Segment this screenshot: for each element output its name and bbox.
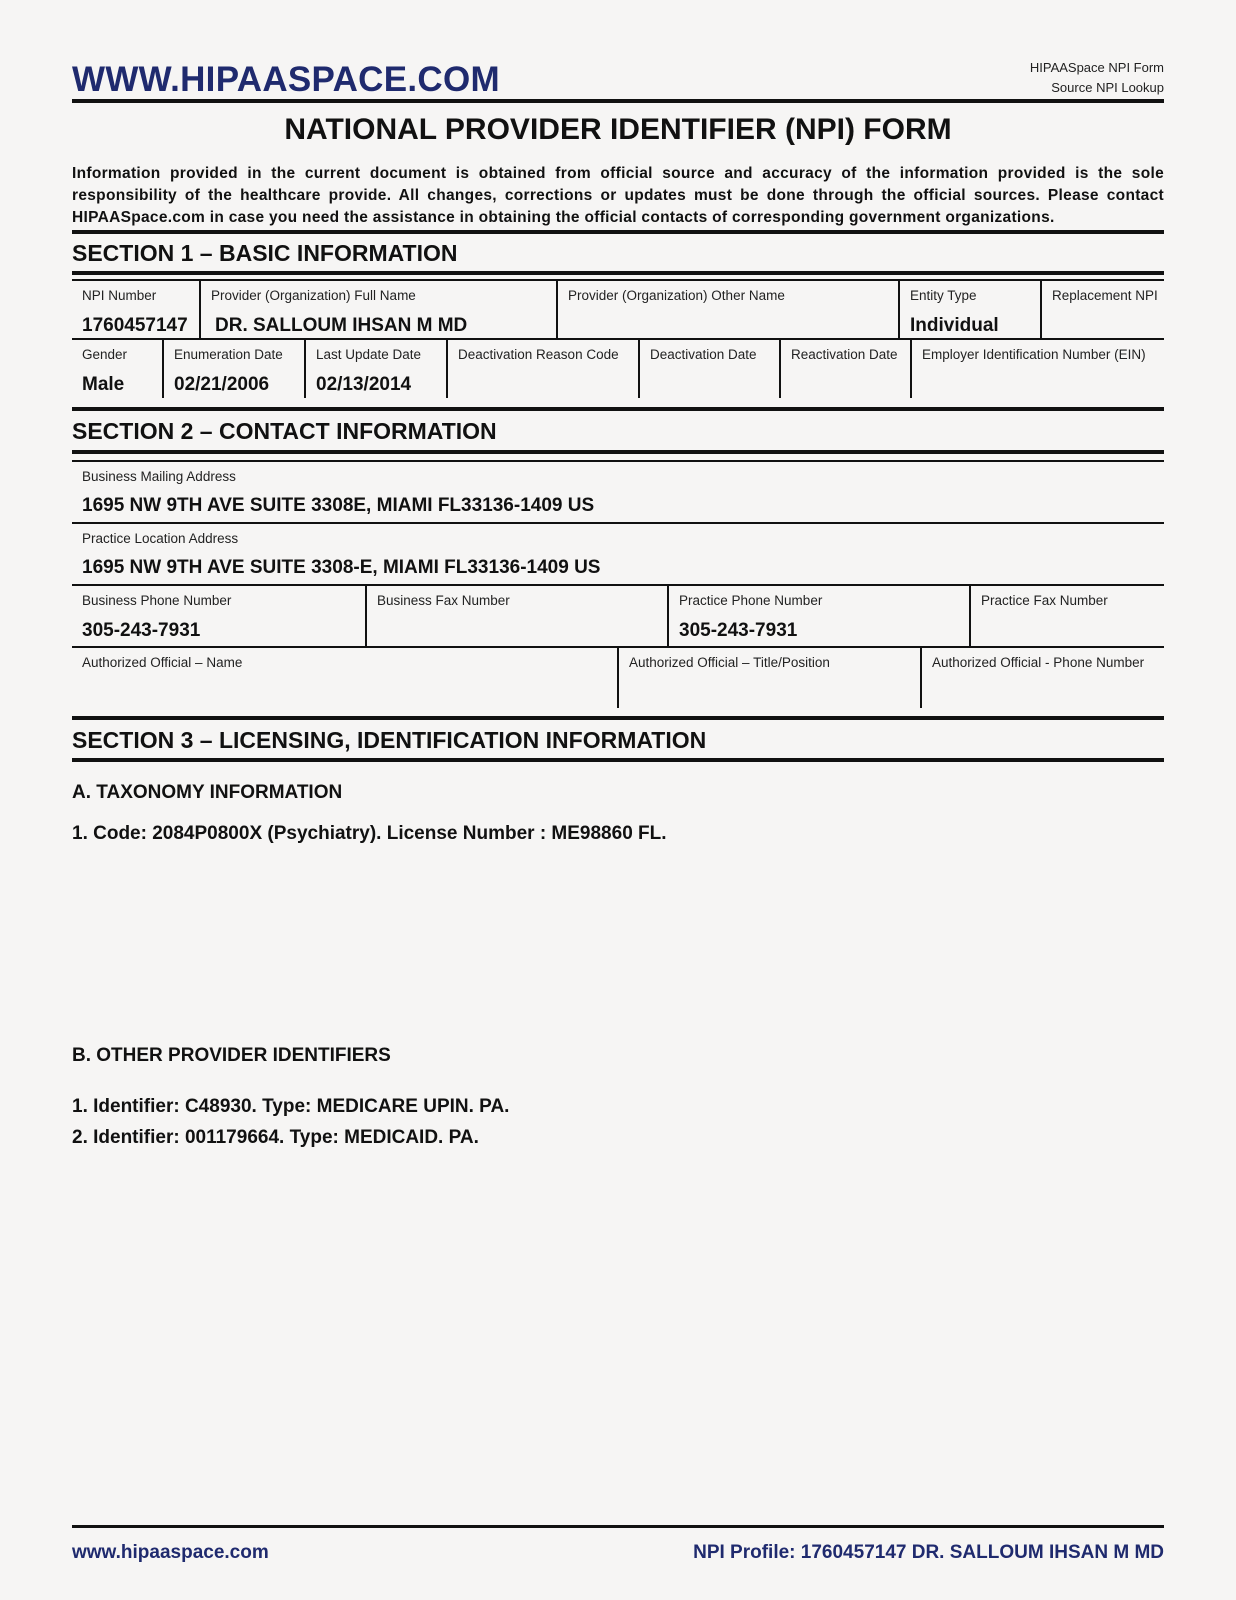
- taxonomy-heading: A. TAXONOMY INFORMATION: [72, 782, 343, 803]
- enumeration-date-label: Enumeration Date: [174, 347, 283, 362]
- npi-number-cell: [72, 281, 200, 338]
- taxonomy-item: 1. Code: 2084P0800X (Psychiatry). License Number : ME98860 FL.: [72, 823, 667, 844]
- last-update-cell: [306, 340, 446, 398]
- practice-phone-cell: [669, 586, 969, 646]
- form-meta-line2: Source NPI Lookup: [1051, 80, 1164, 95]
- replacement-npi-cell: [1042, 281, 1164, 338]
- npi-number-value: 1760457147: [82, 315, 188, 336]
- disclaimer-text: Information provided in the current document is obtained from official source and accuracy of the information provided is the sole responsibility of the healthcare provide. All changes, corrections or updates must be done through the official sources. Please contact HIPAASpace.com in case you need the assistance in obtaining the official contacts of corresponding government organizations.: [72, 165, 1164, 226]
- site-logo-text: WWW.HIPAASPACE.COM: [72, 60, 500, 99]
- mailing-address-value: 1695 NW 9TH AVE SUITE 3308E, MIAMI FL33136-1409 US: [82, 495, 595, 516]
- mailing-address-label: Business Mailing Address: [82, 469, 236, 484]
- practice-address-value: 1695 NW 9TH AVE SUITE 3308-E, MIAMI FL33136-1409 US: [82, 557, 601, 578]
- full-name-cell: [201, 281, 557, 338]
- business-fax-label: Business Fax Number: [377, 593, 510, 608]
- entity-type-label: Entity Type: [910, 288, 977, 303]
- footer-site-link[interactable]: www.hipaaspace.com: [72, 1542, 269, 1563]
- footer-npi-profile: NPI Profile: 1760457147 DR. SALLOUM IHSAN M MD: [693, 1542, 1164, 1563]
- section1-top-rule: [72, 230, 1164, 234]
- auth-title-cell: [619, 648, 921, 708]
- reactivation-date-cell: [781, 340, 911, 398]
- business-phone-value: 305-243-7931: [82, 620, 201, 641]
- auth-title-label: Authorized Official – Title/Position: [629, 655, 830, 670]
- entity-type-value: Individual: [910, 315, 999, 336]
- enumeration-date-value: 02/21/2006: [174, 374, 270, 395]
- business-phone-label: Business Phone Number: [82, 593, 232, 608]
- practice-phone-value: 305-243-7931: [679, 620, 798, 641]
- practice-address-cell: [72, 524, 1164, 582]
- mailing-address-cell: [72, 462, 1164, 520]
- practice-phone-label: Practice Phone Number: [679, 593, 823, 608]
- business-fax-cell: [367, 586, 667, 646]
- practice-fax-cell: [971, 586, 1164, 646]
- auth-name-label: Authorized Official – Name: [82, 655, 243, 670]
- full-name-label: Provider (Organization) Full Name: [211, 288, 416, 303]
- practice-address-label: Practice Location Address: [82, 531, 239, 546]
- form-meta-line1: HIPAASpace NPI Form: [1029, 60, 1164, 75]
- business-phone-cell: [72, 586, 366, 646]
- other-identifier-item: 1. Identifier: C48930. Type: MEDICARE UPIN. PA.: [72, 1096, 510, 1117]
- section1-title-rule: [72, 271, 1164, 275]
- section2-title: SECTION 2 – CONTACT INFORMATION: [72, 418, 497, 444]
- deactivation-date-cell: [640, 340, 780, 398]
- section2-top-rule: [72, 407, 1164, 411]
- other-identifiers-heading: B. OTHER PROVIDER IDENTIFIERS: [72, 1045, 391, 1066]
- other-name-label: Provider (Organization) Other Name: [568, 288, 785, 303]
- auth-phone-label: Authorized Official - Phone Number: [932, 655, 1145, 670]
- full-name-value: DR. SALLOUM IHSAN M MD: [215, 315, 468, 336]
- last-update-label: Last Update Date: [316, 347, 422, 362]
- section1-title: SECTION 1 – BASIC INFORMATION: [72, 240, 458, 266]
- practice-fax-label: Practice Fax Number: [981, 593, 1108, 608]
- gender-label: Gender: [82, 347, 128, 362]
- deactivation-reason-cell: [448, 340, 638, 398]
- auth-name-cell: [72, 648, 617, 708]
- reactivation-date-label: Reactivation Date: [791, 347, 898, 362]
- page-title: NATIONAL PROVIDER IDENTIFIER (NPI) FORM: [284, 113, 952, 146]
- header-divider: [72, 99, 1164, 103]
- other-name-cell: [558, 281, 898, 338]
- enumeration-date-cell: [164, 340, 304, 398]
- deactivation-reason-label: Deactivation Reason Code: [458, 347, 619, 362]
- deactivation-date-label: Deactivation Date: [650, 347, 757, 362]
- other-identifier-item: 2. Identifier: 001179664. Type: MEDICAID. PA.: [72, 1127, 479, 1148]
- footer-rule: [72, 1525, 1164, 1528]
- last-update-value: 02/13/2014: [316, 374, 412, 395]
- section3-title-rule: [72, 758, 1164, 762]
- entity-type-cell: [900, 281, 1040, 338]
- section3-title: SECTION 3 – LICENSING, IDENTIFICATION INFORMATION: [72, 727, 707, 753]
- section2-title-rule: [72, 450, 1164, 454]
- ein-cell: [912, 340, 1164, 398]
- section3-top-rule: [72, 716, 1164, 720]
- npi-number-label: NPI Number: [82, 288, 157, 303]
- gender-value: Male: [82, 374, 125, 395]
- ein-label: Employer Identification Number (EIN): [922, 347, 1146, 362]
- replacement-npi-label: Replacement NPI: [1052, 288, 1158, 303]
- gender-cell: [72, 340, 162, 398]
- auth-phone-cell: [922, 648, 1164, 708]
